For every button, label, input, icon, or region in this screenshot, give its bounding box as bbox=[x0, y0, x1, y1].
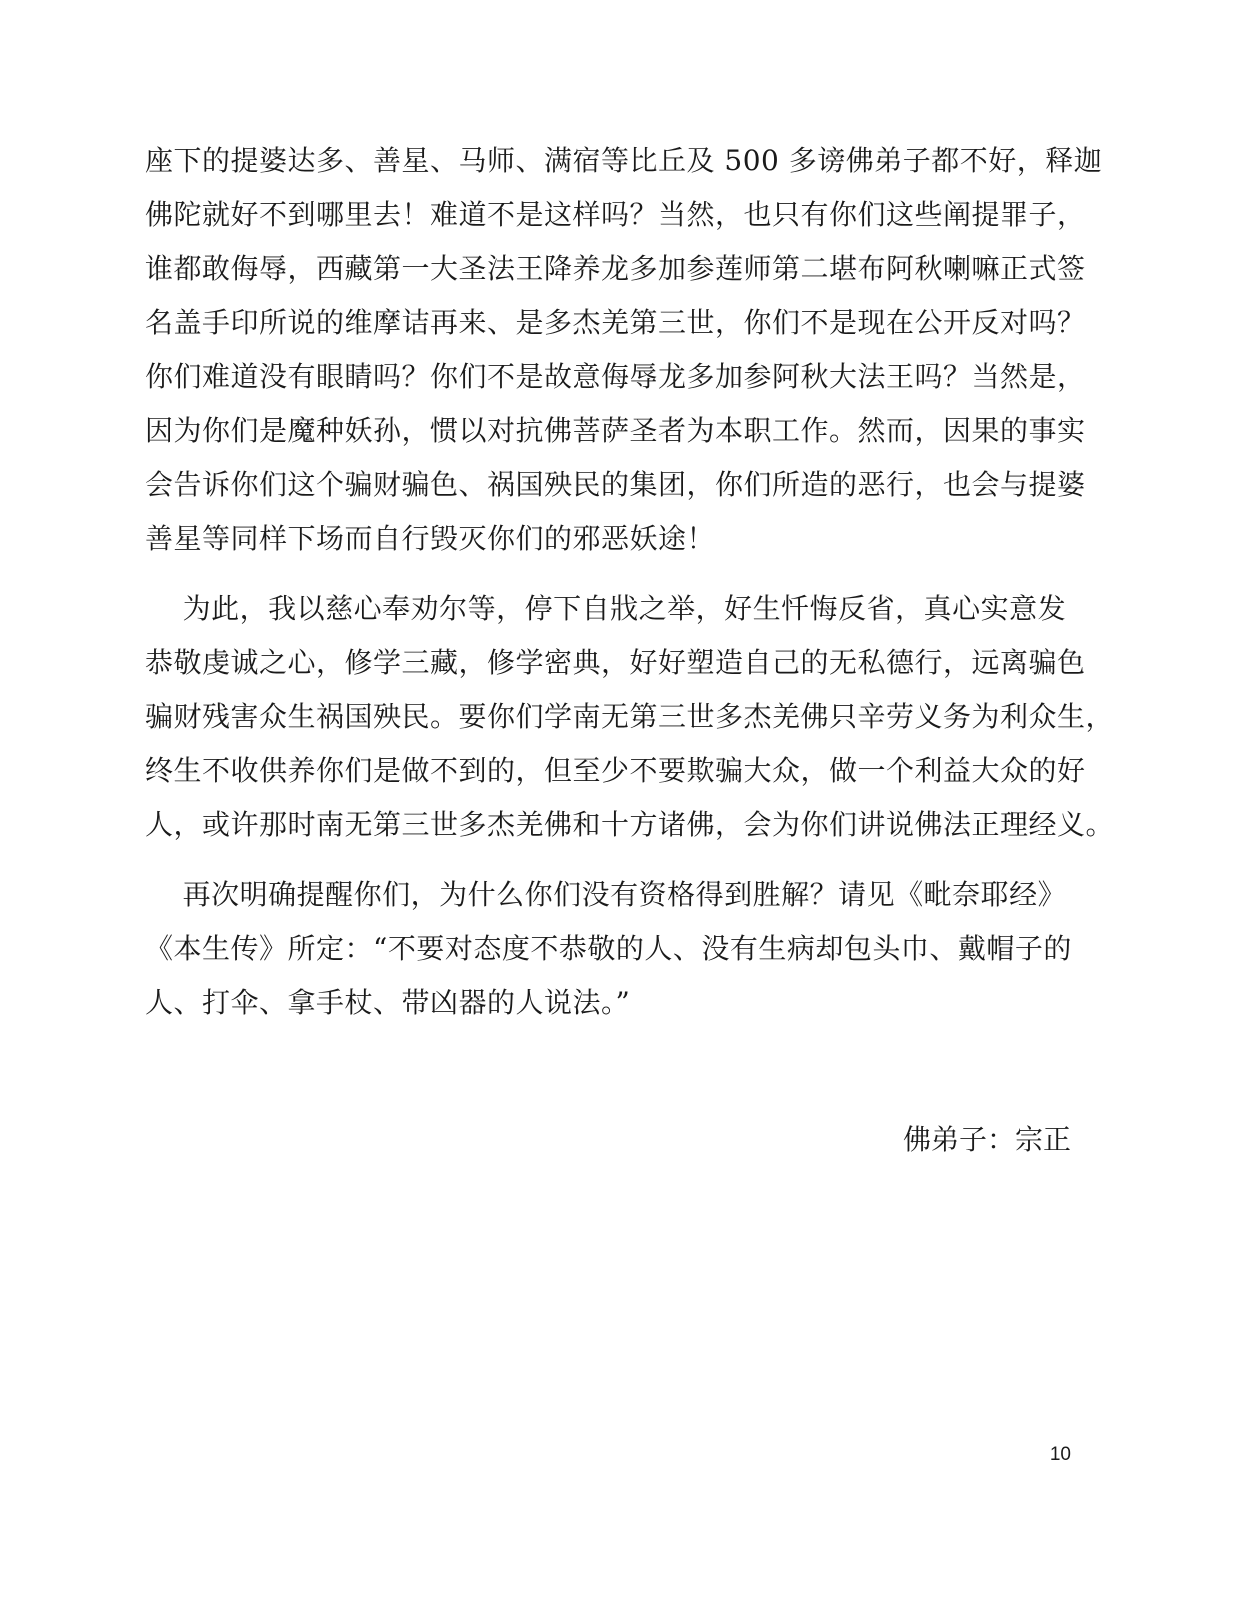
body-line: 佛陀就好不到哪里去！难道不是这样吗？当然，也只有你们这些阐提罪子， bbox=[145, 198, 1086, 231]
body-line: 善星等同样下场而自行毁灭你们的邪恶妖途！ bbox=[145, 522, 716, 555]
body-line: 名盖手印所说的维摩诘再来、是多杰羌第三世，你们不是现在公开反对吗？ bbox=[145, 306, 1086, 339]
body-line: 人，或许那时南无第三世多杰羌佛和十方诸佛，会为你们讲说佛法正理经义。 bbox=[145, 808, 1115, 841]
body-line: 人、打伞、拿手杖、带凶器的人说法。” bbox=[145, 986, 631, 1019]
signature: 佛弟子：宗正 bbox=[902, 1123, 1071, 1156]
body-line: 恭敬虔诚之心，修学三藏，修学密典，好好塑造自己的无私德行，远离骗色 bbox=[145, 646, 1086, 679]
page-number: 10 bbox=[1049, 1444, 1071, 1465]
body-line: 座下的提婆达多、善星、马师、满宿等比丘及 500 多谤佛弟子都不好，释迦 bbox=[145, 144, 1103, 177]
body-line: 骗财残害众生祸国殃民。要你们学南无第三世多杰羌佛只辛劳义务为利众生， bbox=[145, 700, 1115, 733]
body-line: 你们难道没有眼睛吗？你们不是故意侮辱龙多加参阿秋大法王吗？当然是， bbox=[145, 360, 1086, 393]
body-line: 再次明确提醒你们，为什么你们没有资格得到胜解？请见《毗奈耶经》 bbox=[145, 878, 1067, 911]
body-line: 为此，我以慈心奉劝尔等，停下自戕之举，好生忏悔反省，真心实意发 bbox=[145, 592, 1067, 625]
body-line: 谁都敢侮辱，西藏第一大圣法王降养龙多加参莲师第二堪布阿秋喇嘛正式签 bbox=[145, 252, 1086, 285]
body-line: 《本生传》所定：“不要对态度不恭敬的人、没有生病却包头巾、戴帽子的 bbox=[145, 932, 1072, 965]
body-line: 因为你们是魔种妖孙，惯以对抗佛菩萨圣者为本职工作。然而，因果的事实 bbox=[145, 414, 1086, 447]
body-line: 会告诉你们这个骗财骗色、祸国殃民的集团，你们所造的恶行，也会与提婆 bbox=[145, 468, 1086, 501]
body-line: 终生不收供养你们是做不到的，但至少不要欺骗大众，做一个利益大众的好 bbox=[145, 754, 1086, 787]
